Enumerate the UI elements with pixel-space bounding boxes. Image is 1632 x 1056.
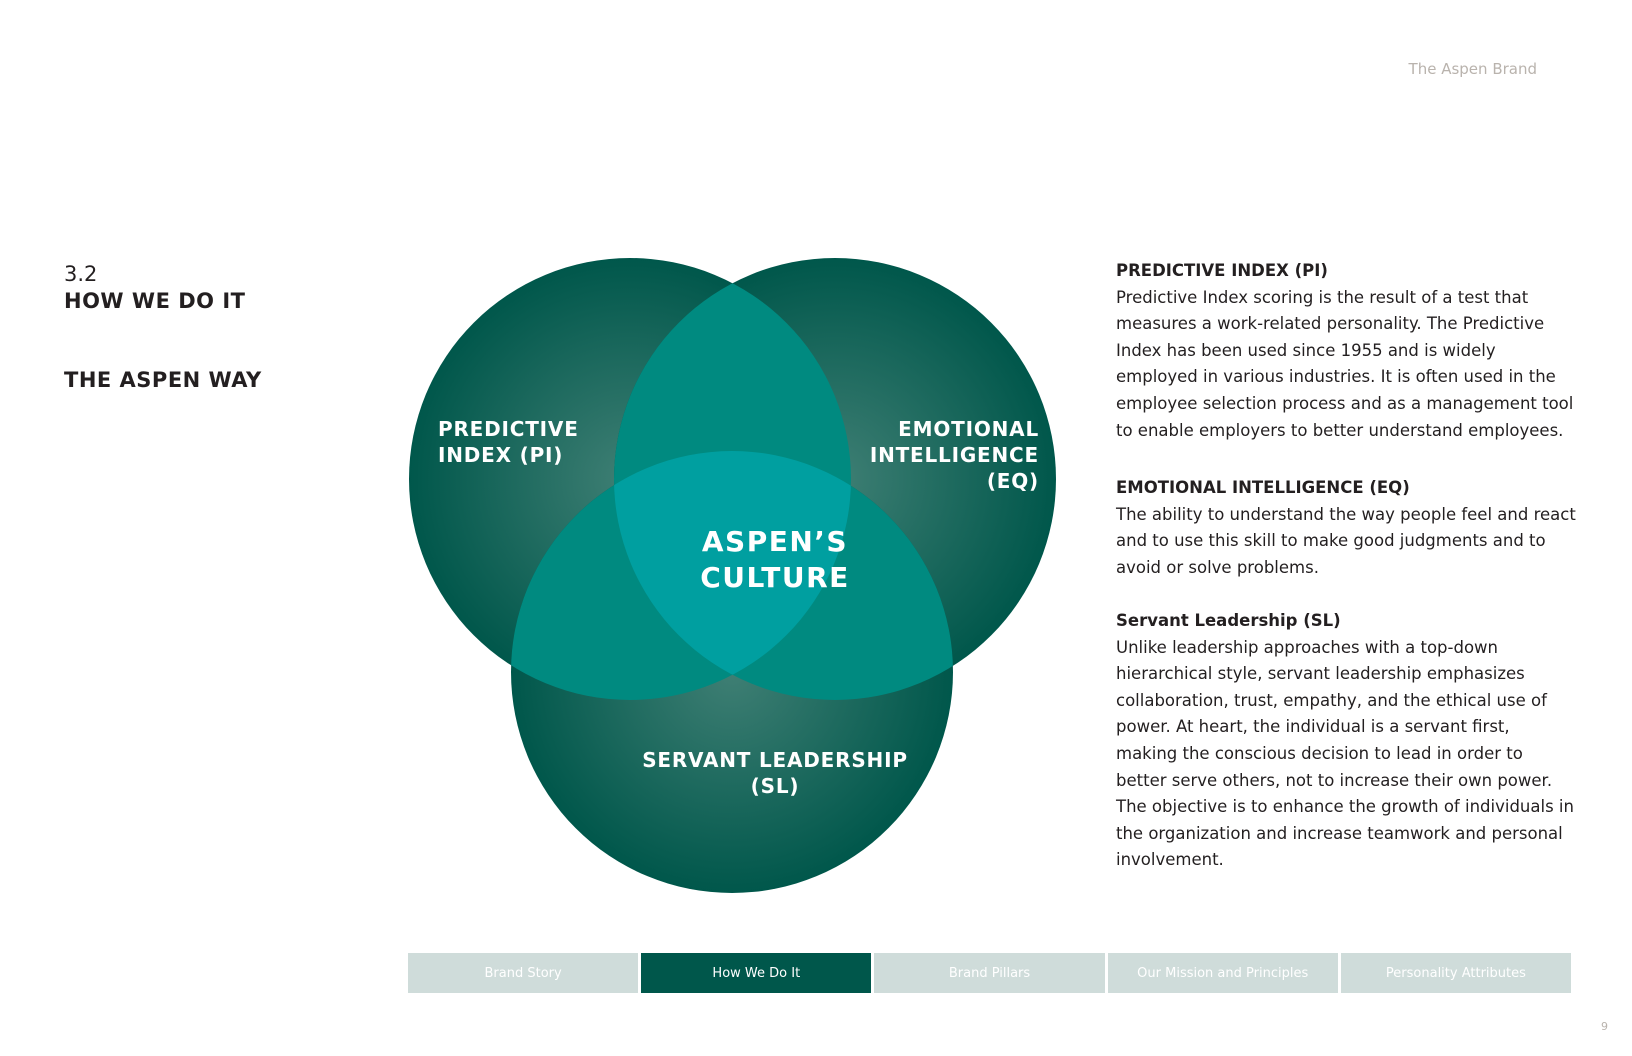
tab-personality-attributes[interactable]: Personality Attributes xyxy=(1341,953,1571,993)
venn-label-emotional-intelligence: EMOTIONAL INTELLIGENCE (EQ) xyxy=(869,417,1039,493)
description-heading-pi: PREDICTIVE INDEX (PI) xyxy=(1116,261,1328,280)
tab-brand-story[interactable]: Brand Story xyxy=(408,953,638,993)
description-predictive-index xyxy=(1116,258,1576,444)
section-nav-tabs xyxy=(408,953,1571,993)
venn-label-center-culture: ASPEN’S CULTURE xyxy=(700,525,850,594)
section-number: 3.2 xyxy=(64,262,98,286)
section-subtitle: THE ASPEN WAY xyxy=(64,368,262,392)
description-servant-leadership xyxy=(1116,608,1576,874)
tab-brand-pillars[interactable]: Brand Pillars xyxy=(874,953,1104,993)
header-brand: The Aspen Brand xyxy=(1408,60,1537,78)
tab-our-mission-and-principles[interactable]: Our Mission and Principles xyxy=(1108,953,1338,993)
section-title: HOW WE DO IT xyxy=(64,289,246,313)
description-emotional-intelligence xyxy=(1116,475,1576,581)
description-body-eq: The ability to understand the way people feel and react and to use this skill to make good judgments and to avoid or solve problems. xyxy=(1116,504,1576,577)
venn-label-servant-leadership: SERVANT LEADERSHIP (SL) xyxy=(642,748,908,798)
description-body-sl: Unlike leadership approaches with a top-down hierarchical style, servant leadership emphasizes collaboration, trust, empathy, and the ethical use of power. At heart, the individual is a servant first, making the conscious decision to lead in order to better serve others, not to increase their own power. The objective is to enhance the growth of individuals in the organization and increase teamwork and personal involvement. xyxy=(1116,637,1574,870)
venn-label-predictive-index: PREDICTIVE INDEX (PI) xyxy=(438,417,579,467)
tab-how-we-do-it[interactable]: How We Do It xyxy=(641,953,871,993)
venn-diagram xyxy=(405,258,1075,908)
description-heading-sl: Servant Leadership (SL) xyxy=(1116,611,1341,630)
description-body-pi: Predictive Index scoring is the result of a test that measures a work-related personality. The Predictive Index has been used since 1955 and is widely employed in various industries. It is often used in the employee selection process and as a management tool to enable employers to better understand employees. xyxy=(1116,287,1574,440)
page-number: 9 xyxy=(1601,1020,1608,1033)
description-heading-eq: EMOTIONAL INTELLIGENCE (EQ) xyxy=(1116,478,1410,497)
